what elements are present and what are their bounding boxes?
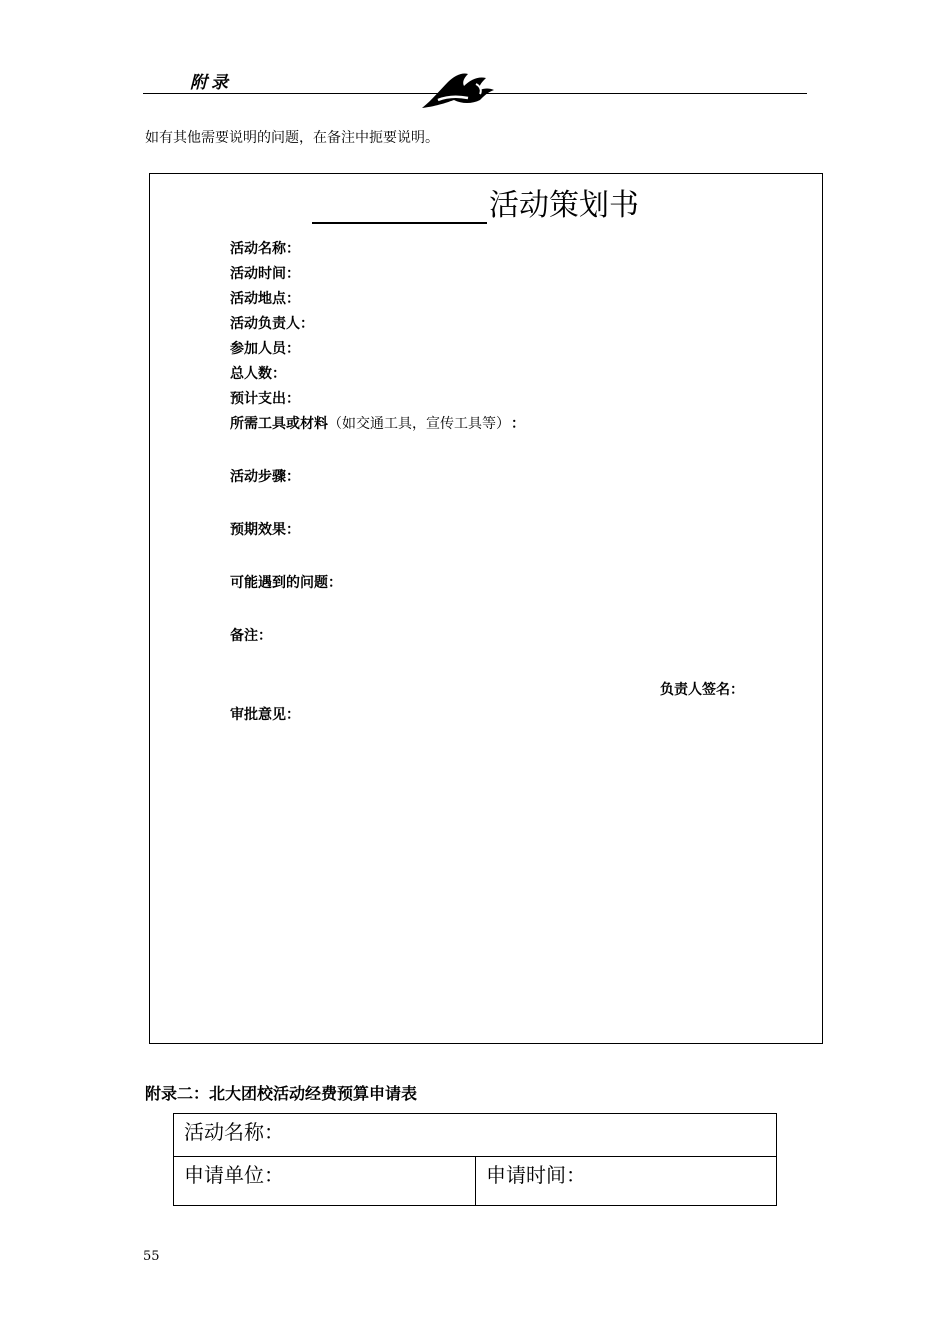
- field-expected-effect: 预期效果：: [230, 522, 300, 538]
- field-steps: 活动步骤：: [230, 469, 300, 485]
- field-participants: 参加人员：: [230, 341, 300, 357]
- materials-label: 所需工具或材料: [230, 416, 328, 432]
- field-activity-location: 活动地点：: [230, 291, 300, 307]
- budget-cell-time: [476, 1157, 776, 1205]
- materials-note: （如交通工具，宣传工具等）: [328, 416, 503, 432]
- field-activity-leader: 活动负责人：: [230, 316, 314, 332]
- signature-label: 负责人签名：: [660, 682, 744, 698]
- materials-suffix: ：: [511, 416, 525, 432]
- field-materials: [230, 413, 525, 433]
- field-total-count: 总人数：: [230, 366, 286, 382]
- title-blank-line: [312, 192, 487, 224]
- field-estimated-cost: 预计支出：: [230, 391, 300, 407]
- page-number: 55: [143, 1249, 160, 1264]
- dove-logo-icon: [418, 70, 500, 112]
- header-label: 附录: [190, 73, 232, 93]
- form-title-text: 活动策划书: [489, 188, 639, 223]
- budget-table: [173, 1113, 777, 1206]
- form-title: [312, 180, 639, 224]
- cell-application-time: 申请时间：: [486, 1163, 586, 1187]
- cell-activity-name: 活动名称：: [184, 1120, 284, 1144]
- appendix2-title: 附录二：北大团校活动经费预算申请表: [145, 1084, 418, 1103]
- intro-text: 如有其他需要说明的问题，在备注中扼要说明。: [145, 130, 439, 146]
- cell-applicant-unit: 申请单位：: [184, 1163, 284, 1187]
- field-approval: 审批意见：: [230, 707, 300, 723]
- budget-row-activity: [174, 1114, 776, 1157]
- field-possible-problems: 可能遇到的问题：: [230, 575, 342, 591]
- field-activity-name: 活动名称：: [230, 241, 300, 257]
- field-activity-time: 活动时间：: [230, 266, 300, 282]
- field-remarks: 备注：: [230, 628, 272, 644]
- budget-cell-unit: [174, 1157, 476, 1205]
